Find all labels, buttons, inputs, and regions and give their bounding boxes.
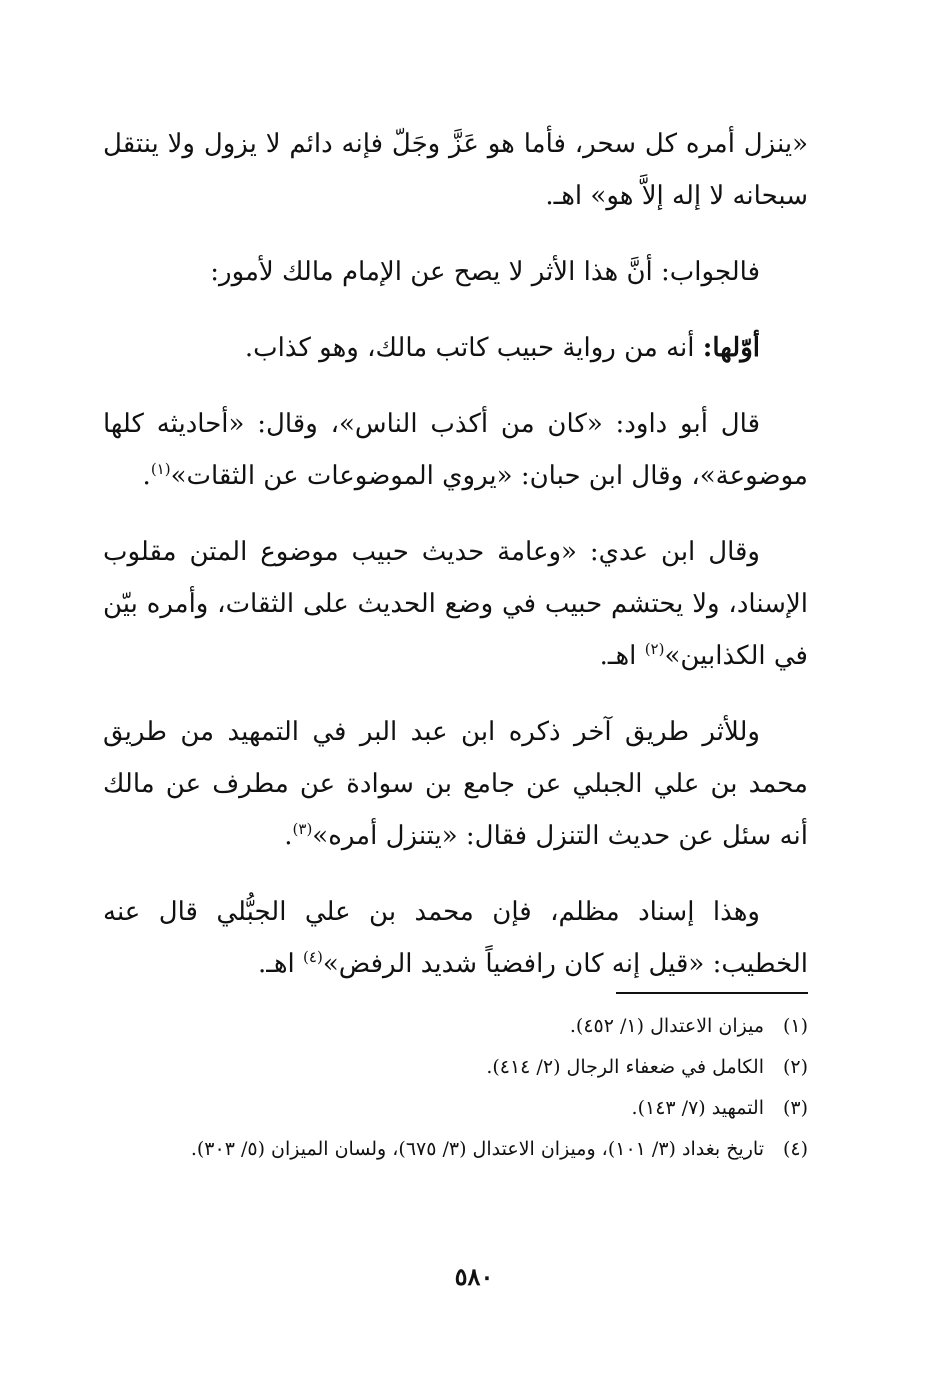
paragraph-abu-dawud <box>103 398 808 502</box>
footnote-text: التمهيد (٧/ ١٤٣). <box>631 1097 764 1119</box>
paragraph-other-route <box>103 706 808 862</box>
footnote-4 <box>103 1133 808 1166</box>
paragraph-text: وللأثر طريق آخر ذكره ابن عبد البر في التمهيد من طريق محمد بن علي الجبلي عن جامع بن سوادة عن مطرف عن مالك أنه سئل عن حديث التنزل فقال: «يتنزل أمره» <box>103 717 808 851</box>
footnote-ref-4[interactable]: (٤) <box>303 948 323 966</box>
paragraph-text: أنه من رواية حبيب كاتب مالك، وهو كذاب. <box>244 333 703 363</box>
footnote-3 <box>103 1092 808 1125</box>
footnote-number: (٣) <box>782 1097 808 1119</box>
footnote-1 <box>103 1010 808 1043</box>
paragraph-text: وقال ابن عدي: «وعامة حديث حبيب موضوع المتن مقلوب الإسناد، ولا يحتشم حبيب في وضع الحديث على الثقات، وأمره بيّن في الكذابين» <box>103 537 808 671</box>
footnote-text: الكامل في ضعفاء الرجال (٢/ ٤١٤). <box>486 1056 764 1078</box>
footnote-2 <box>103 1051 808 1084</box>
paragraph-end: اهـ. <box>599 641 645 671</box>
paragraph-end: . <box>284 821 293 851</box>
footnote-number: (٢) <box>782 1056 808 1078</box>
paragraph-text: قال أبو داود: «كان من أكذب الناس»، وقال: «أحاديثه كلها موضوعة»، وقال ابن حبان: «يروي الموضوعات عن الثقات» <box>103 409 808 491</box>
footnote-number: (١) <box>782 1015 808 1037</box>
paragraph-first-reason <box>103 322 808 374</box>
main-text <box>103 118 808 1014</box>
paragraph-text: «ينزل أمره كل سحر، فأما هو عَزَّ وجَلّ فإنه دائم لا يزول ولا ينتقل سبحانه لا إله إلاَّ هو» اهـ. <box>103 129 808 211</box>
paragraph-dark-chain <box>103 886 808 990</box>
paragraph-end: . <box>142 461 151 491</box>
footnote-separator <box>616 992 808 994</box>
footnote-ref-2[interactable]: (٢) <box>644 640 665 658</box>
paragraph-answer <box>103 246 808 298</box>
footnote-number: (٤) <box>782 1138 808 1160</box>
footnote-ref-3[interactable]: (٣) <box>292 820 313 838</box>
footnote-text: تاريخ بغداد (٣/ ١٠١)، وميزان الاعتدال (٣/ ٦٧٥)، ولسان الميزان (٥/ ٣٠٣). <box>190 1138 764 1160</box>
footnote-ref-1[interactable]: (١) <box>150 460 171 478</box>
page-number: ٥٨٠ <box>454 1262 494 1291</box>
paragraph-text: فالجواب: أنَّ هذا الأثر لا يصح عن الإمام مالك لأمور: <box>210 257 760 287</box>
paragraph-end: اهـ. <box>257 949 304 979</box>
paragraph-ibn-adi <box>103 526 808 682</box>
paragraph-quote-continuation <box>103 118 808 222</box>
paragraph-text: وهذا إسناد مظلم، فإن محمد بن علي الجبُّلي قال عنه الخطيب: «قيل إنه كان رافضياً شديد الرفض» <box>103 897 808 979</box>
first-reason-label: أوّلها: <box>702 333 760 363</box>
footnote-text: ميزان الاعتدال (١/ ٤٥٢). <box>569 1015 764 1037</box>
footnotes <box>103 1010 808 1174</box>
